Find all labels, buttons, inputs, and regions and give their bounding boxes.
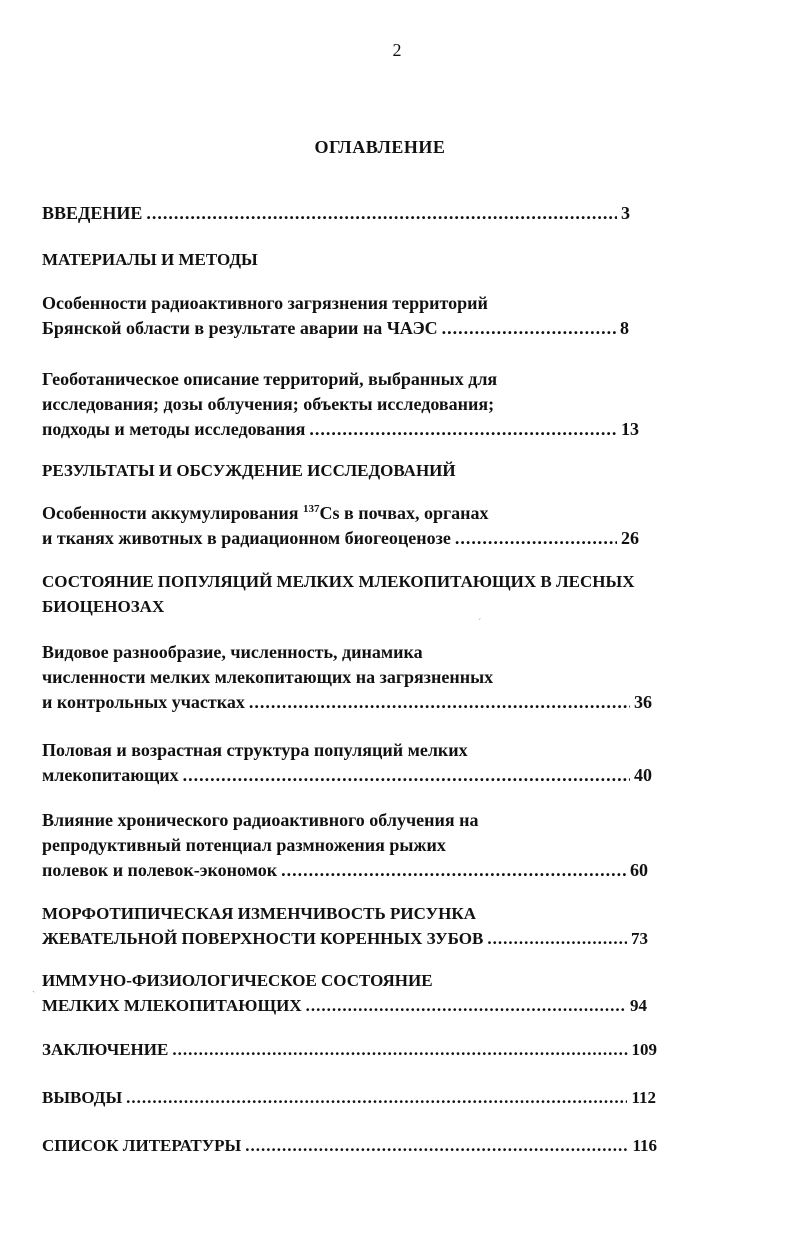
toc-section-populations[interactable] (42, 569, 742, 619)
page-ref: 60 (630, 860, 648, 880)
entry-title: млекопитающих (42, 765, 179, 785)
toc-entry-leader-line (42, 316, 629, 341)
dot-leader (306, 993, 626, 1018)
toc-entry-findings[interactable] (42, 1085, 656, 1110)
section-heading: СОСТОЯНИЕ ПОПУЛЯЦИЙ МЕЛКИХ МЛЕКОПИТАЮЩИХ В ЛЕСНЫХ (42, 572, 635, 591)
toc-entry-leader-line (42, 993, 647, 1018)
page-ref: 26 (621, 528, 639, 548)
scan-speck: ˎ (32, 982, 36, 993)
toc-entry-conclusion[interactable] (42, 1037, 657, 1062)
entry-title-line: Особенности радиоактивного загрязнения территорий (42, 293, 488, 313)
entry-title: полевок и полевок-экономок (42, 860, 278, 880)
dot-leader (172, 1037, 627, 1062)
dot-leader (455, 526, 617, 551)
toc-entry-leader-line (42, 763, 652, 788)
entry-title: МЕЛКИХ МЛЕКОПИТАЮЩИХ (42, 996, 302, 1015)
page-ref: 13 (621, 419, 639, 439)
entry-title: СПИСОК ЛИТЕРАТУРЫ (42, 1136, 242, 1155)
page-number: 2 (392, 40, 402, 60)
page-ref: 3 (621, 203, 630, 223)
toc-entry-leader-line (42, 690, 652, 715)
toc-entry-leader-line (42, 1085, 656, 1110)
toc-entry-contamination[interactable] (42, 291, 629, 341)
toc-entry-intro[interactable] (42, 201, 630, 226)
entry-title: и контрольных участках (42, 692, 245, 712)
dot-leader (249, 690, 630, 715)
page-ref: 94 (630, 996, 647, 1015)
entry-title-part: Особенности аккумулирования (42, 503, 303, 523)
toc-entry-geobotany[interactable] (42, 367, 639, 442)
toc-entry-immuno[interactable] (42, 968, 647, 1018)
toc-entry-leader-line (42, 1037, 657, 1062)
page-ref: 116 (632, 1136, 657, 1155)
entry-title-line: Половая и возрастная структура популяций мелких (42, 740, 468, 760)
page-ref: 73 (631, 929, 648, 948)
entry-title-line (42, 501, 639, 526)
entry-title-line: Геоботаническое описание территорий, выбранных для (42, 369, 498, 389)
entry-title: ВЫВОДЫ (42, 1088, 123, 1107)
entry-title: ЗАКЛЮЧЕНИЕ (42, 1040, 169, 1059)
dot-leader (442, 316, 616, 341)
toc-section-results[interactable] (42, 458, 642, 483)
entry-title: подходы и методы исследования (42, 419, 306, 439)
section-heading: РЕЗУЛЬТАТЫ И ОБСУЖДЕНИЕ ИССЛЕДОВАНИЙ (42, 461, 456, 480)
toc-entry-leader-line (42, 417, 639, 442)
toc-entry-diversity[interactable] (42, 640, 652, 715)
dot-leader (309, 417, 617, 442)
isotope-mass: 137 (302, 503, 320, 515)
entry-title: ВВЕДЕНИЕ (42, 203, 143, 223)
dot-leader (146, 201, 617, 226)
page-ref: 109 (631, 1040, 657, 1059)
entry-title-line: численности мелких млекопитающих на загрязненных (42, 667, 494, 687)
toc-title: ОГЛАВЛЕНИЕ (314, 137, 446, 157)
toc-entry-leader-line (42, 1133, 657, 1158)
section-heading: БИОЦЕНОЗАХ (42, 597, 165, 616)
page-ref: 8 (620, 318, 629, 338)
entry-title: и тканях животных в радиационном биогеоценозе (42, 528, 451, 548)
entry-title-line: ИММУНО-ФИЗИОЛОГИЧЕСКОЕ СОСТОЯНИЕ (42, 971, 433, 990)
dot-leader (126, 1085, 627, 1110)
entry-title-line: Видовое разнообразие, численность, динамика (42, 642, 423, 662)
toc-entry-influence[interactable] (42, 808, 648, 883)
toc-entry-cesium[interactable] (42, 501, 639, 551)
toc-entry-references[interactable] (42, 1133, 657, 1158)
page-ref: 112 (631, 1088, 656, 1107)
toc-entry-leader-line (42, 201, 630, 226)
toc-entry-leader-line (42, 526, 639, 551)
dot-leader (183, 763, 630, 788)
page-ref: 40 (634, 765, 652, 785)
dot-leader (281, 858, 626, 883)
entry-title-line: репродуктивный потенциал размножения рыжих (42, 835, 446, 855)
toc-section-materials[interactable] (42, 247, 642, 272)
toc-entry-leader-line (42, 858, 648, 883)
dot-leader (245, 1133, 628, 1158)
toc-entry-morphotype[interactable] (42, 901, 648, 951)
section-heading: МАТЕРИАЛЫ И МЕТОДЫ (42, 250, 258, 269)
entry-title-part: в почвах, органах (339, 503, 489, 523)
entry-title-line: Влияние хронического радиоактивного облучения на (42, 810, 479, 830)
entry-title: Брянской области в результате аварии на ЧАЭС (42, 318, 438, 338)
entry-title: ЖЕВАТЕЛЬНОЙ ПОВЕРХНОСТИ КОРЕННЫХ ЗУБОВ (42, 929, 484, 948)
page-ref: 36 (634, 692, 652, 712)
entry-title-line: исследования; дозы облучения; объекты исследования; (42, 394, 495, 414)
entry-title-line: МОРФОТИПИЧЕСКАЯ ИЗМЕНЧИВОСТЬ РИСУНКА (42, 904, 476, 923)
toc-entry-leader-line (42, 926, 648, 951)
scan-speck: ˊ (478, 618, 482, 629)
dot-leader (487, 926, 627, 951)
toc-entry-structure[interactable] (42, 738, 652, 788)
isotope-symbol: Cs (319, 503, 340, 523)
